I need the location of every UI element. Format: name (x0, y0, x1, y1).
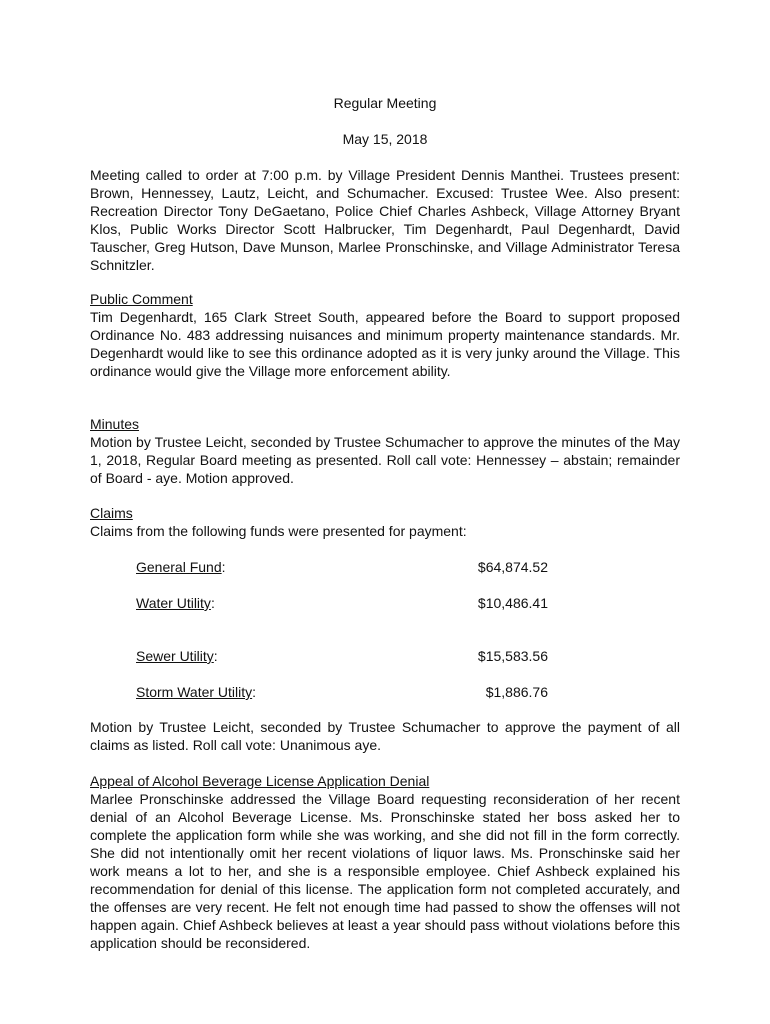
claims-motion-section (90, 718, 680, 754)
claim-amount: $64,874.52 (477, 559, 548, 575)
opening-paragraph: Meeting called to order at 7:00 p.m. by Village President Dennis Manthei. Trustees present: Brown, Hennessey, Lautz, Leicht, and Schumacher. Excused: Trustee Wee. Also present: Recreation Director Tony DeGaetano, Police Chief Charles Ashbeck, Village Attorney Bryant Klos, Public Works Director Scott Halbrucker, Tim Degenhardt, Paul Degenhardt, David Tauscher, Greg Hutson, Dave Munson, Marlee Pronschinske, and Village Administrator Teresa Schnitzler. (90, 167, 680, 273)
claim-row: General Fund: $64,874.52 (136, 559, 548, 575)
claim-row: Storm Water Utility: $1,886.76 (136, 684, 548, 700)
claim-fund-name: Water Utility (136, 595, 211, 611)
claim-amount: $1,886.76 (485, 684, 548, 700)
public-comment-paragraph: Tim Degenhardt, 165 Clark Street South, appeared before the Board to support proposed Ordinance No. 483 addressing nuisances and minimum property maintenance standards. Mr. Degenhardt would like to see this ordinance adopted as it is very junky around the Village. This ordinance would give the Village more enforcement ability. (90, 309, 680, 379)
claims-section (90, 504, 680, 540)
meeting-date: May 15, 2018 (342, 131, 428, 147)
claim-row: Water Utility: $10,486.41 (136, 595, 548, 611)
public-comment-section (90, 290, 680, 380)
minutes-section (90, 415, 680, 487)
claim-fund-name: Storm Water Utility (136, 684, 253, 700)
claim-amount: $15,583.56 (477, 648, 548, 664)
opening-section (90, 166, 680, 274)
document-title: Regular Meeting (333, 95, 437, 111)
claim-fund-name: General Fund (136, 559, 222, 575)
appeal-paragraph: Marlee Pronschinske addressed the Village Board requesting reconsideration of her recent denial of an Alcohol Beverage License. Ms. Pronschinske stated her boss asked her to complete the application form while she was working, and she did not fill in the form correctly. She did not intentionally omit her recent violations of liquor laws. Ms. Pronschinske said her work means a lot to her, and she is a responsible employee. Chief Ashbeck explained his recommendation for denial of this license. The application form not completed accurately, and the offenses are very recent. He felt not enough time had passed to show the offenses will not happen again. Chief Ashbeck believes at least a year should pass without violations before this application should be reconsidered. (90, 791, 680, 951)
minutes-paragraph: Motion by Trustee Leicht, seconded by Trustee Schumacher to approve the minutes of the May 1, 2018, Regular Board meeting as presented. Roll call vote: Hennessey – abstain; remainder of Board - aye. Motion approved. (90, 434, 680, 486)
public-comment-heading: Public Comment (90, 291, 193, 307)
claims-heading: Claims (90, 505, 133, 521)
minutes-heading: Minutes (90, 416, 140, 432)
claim-amount: $10,486.41 (477, 595, 548, 611)
claim-fund-name: Sewer Utility (136, 648, 214, 664)
claims-motion-paragraph: Motion by Trustee Leicht, seconded by Trustee Schumacher to approve the payment of all claims as listed. Roll call vote: Unanimous aye. (90, 719, 680, 753)
claims-intro: Claims from the following funds were presented for payment: (90, 523, 467, 539)
claim-row: Sewer Utility: $15,583.56 (136, 648, 548, 664)
appeal-heading: Appeal of Alcohol Beverage License Application Denial (90, 773, 430, 789)
appeal-section (90, 772, 680, 952)
